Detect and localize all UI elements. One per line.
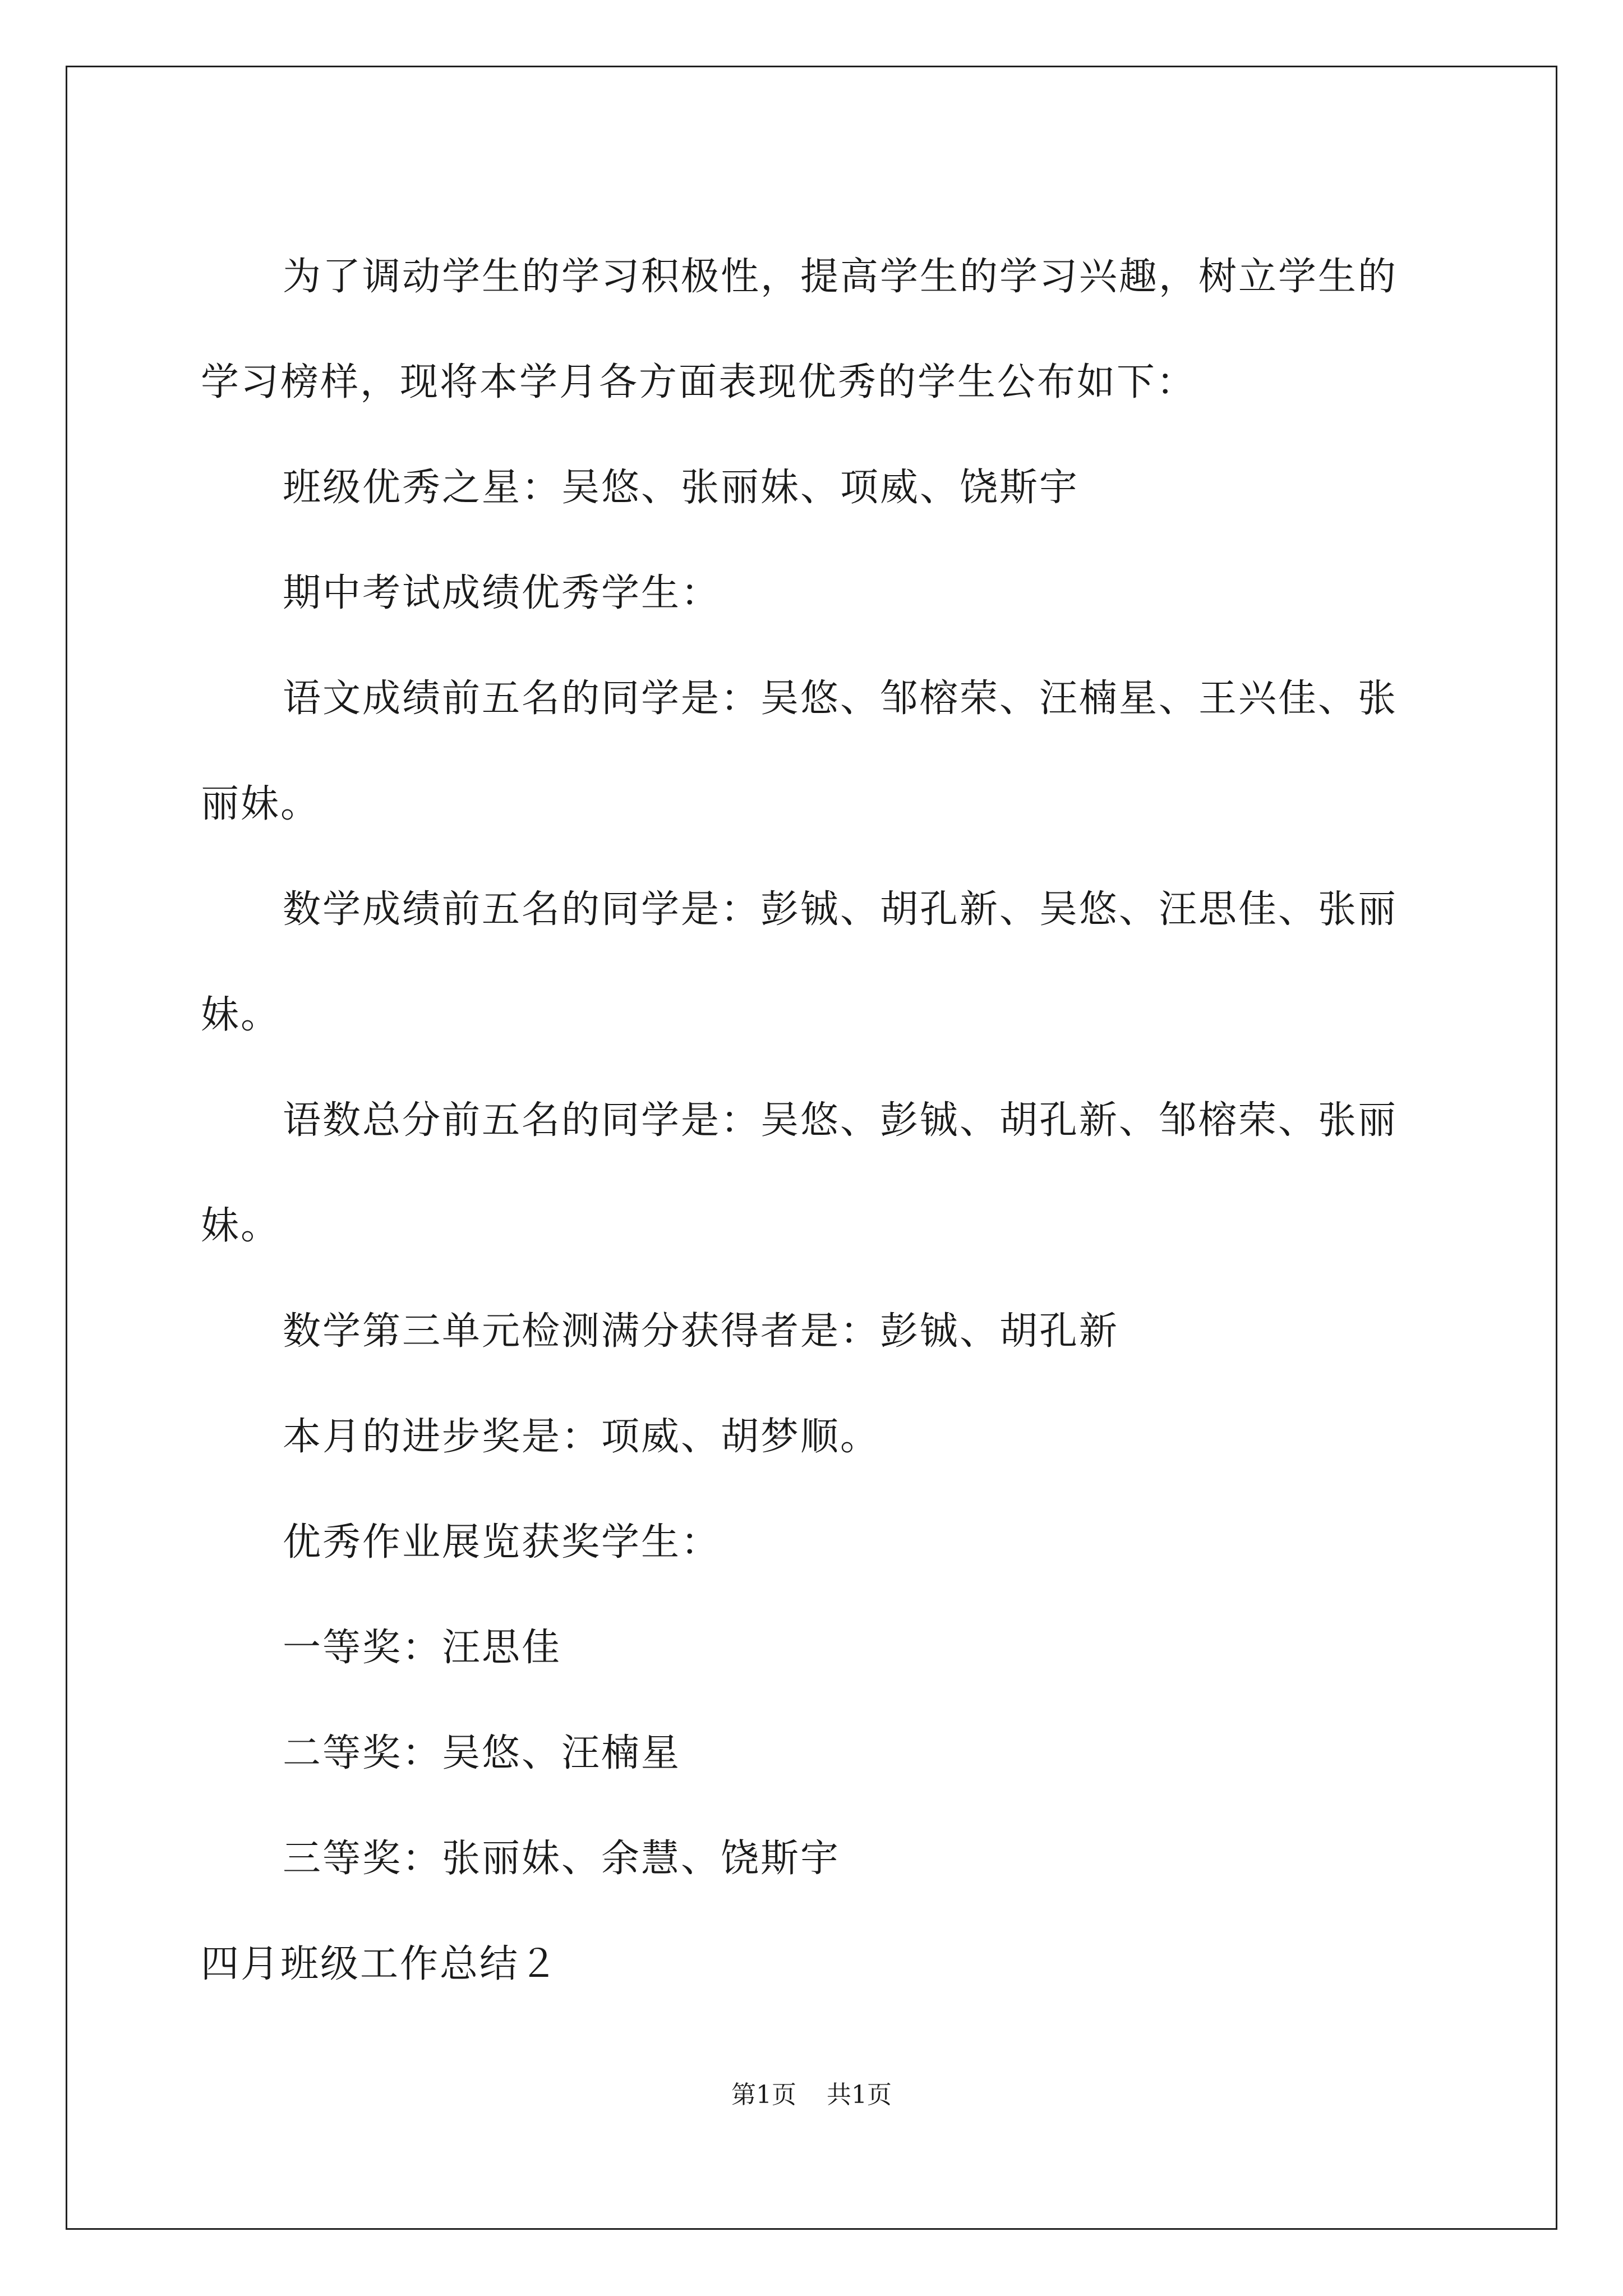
page-total: 共1页 xyxy=(827,2081,892,2109)
paragraph-first-prize: 一等奖：汪思佳 xyxy=(283,1626,562,1670)
paragraph-total-top5: 语数总分前五名的同学是：吴悠、彭铖、胡孔新、邹榕荣、张丽妹。 xyxy=(201,1098,1398,1248)
document-body xyxy=(201,224,1429,2017)
page-number: 第1页 xyxy=(731,2081,796,2109)
section-heading: 四月班级工作总结２ xyxy=(201,1942,560,1986)
paragraph-progress-award: 本月的进步奖是：项威、胡梦顺。 xyxy=(283,1415,880,1459)
paragraph-midterm-title: 期中考试成绩优秀学生： xyxy=(283,571,721,615)
paragraph-third-prize: 三等奖：张丽妹、余慧、饶斯宇 xyxy=(283,1837,841,1881)
page-footer xyxy=(0,2078,1623,2112)
paragraph-homework-award-title: 优秀作业展览获奖学生： xyxy=(283,1520,721,1565)
paragraph-class-stars: 班级优秀之星：吴悠、张丽妹、项威、饶斯宇 xyxy=(283,466,1080,510)
paragraph-math-top5: 数学成绩前五名的同学是：彭铖、胡孔新、吴悠、汪思佳、张丽妹。 xyxy=(201,887,1398,1037)
paragraph-intro: 为了调动学生的学习积极性，提高学生的学习兴趣，树立学生的学习榜样，现将本学月各方面表现优秀的学生公布如下： xyxy=(201,255,1398,404)
paragraph-math-unit3: 数学第三单元检测满分获得者是：彭铖、胡孔新 xyxy=(283,1309,1119,1354)
paragraph-chinese-top5: 语文成绩前五名的同学是：吴悠、邹榕荣、汪楠星、王兴佳、张丽妹。 xyxy=(201,677,1398,826)
paragraph-second-prize: 二等奖：吴悠、汪楠星 xyxy=(283,1731,681,1775)
